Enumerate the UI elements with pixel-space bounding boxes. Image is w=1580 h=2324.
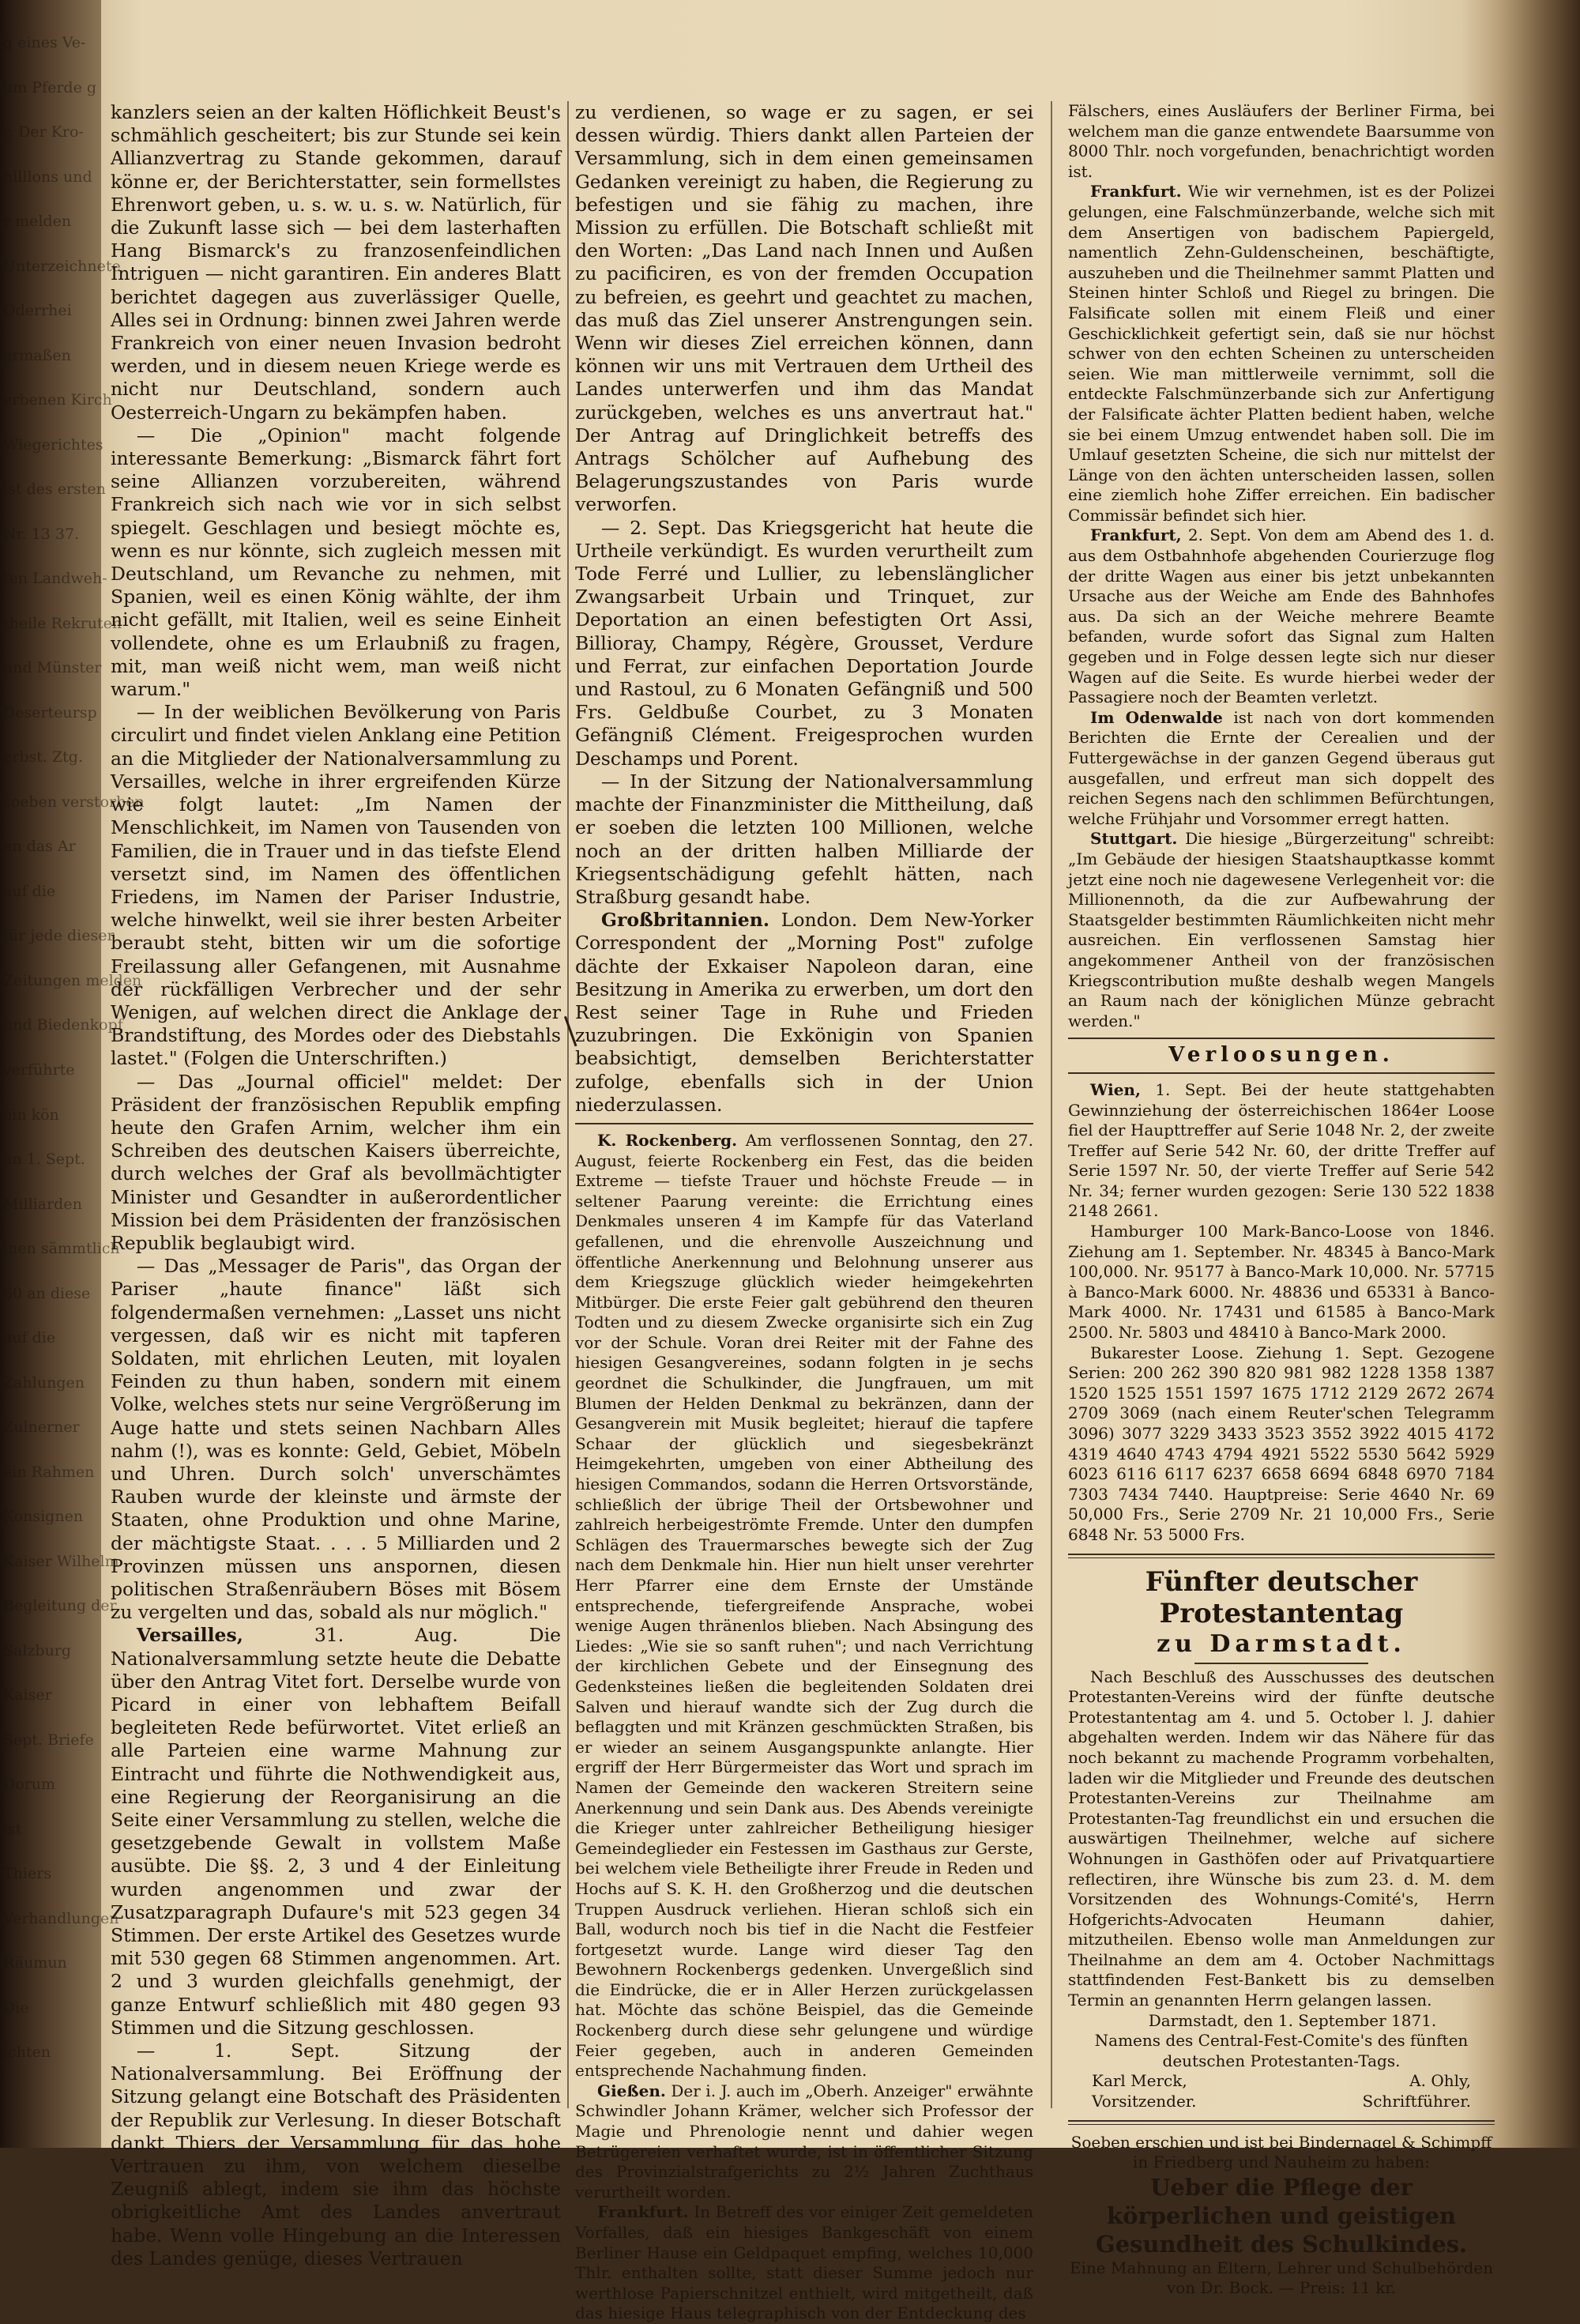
book-ad-title: Ueber die Pflege der körperlichen und geistigen Gesundheit des Schulkindes. <box>1095 2173 1468 2258</box>
article-paragraph <box>1068 708 1495 830</box>
adjacent-page-fragment: erbenen Kirch <box>3 391 112 409</box>
article-paragraph <box>111 1624 561 2040</box>
article-text: London. Dem New-Yorker Correspondent der „Morning Post" zufolge dächte der Exkaiser Napoleon daran, eine Besitzung in Amerika zu erwerben, um dort den Rest seiner Tage in Ruhe und Frieden zuzubringen. Die Exkönigin von Spanien beabsichtigt, demselben Berichterstatter zufolge, ebenfalls sich in der Union niederzulassen. <box>575 909 1033 1116</box>
adjacent-page-fragment: ichten <box>3 2043 51 2062</box>
adjacent-page-fragment: ermaßen <box>3 346 71 364</box>
dateline: Frankfurt. <box>1090 182 1182 202</box>
column-middle <box>575 101 1033 2323</box>
advertisement-subtitle: zu Darmstadt. <box>1157 1629 1406 1658</box>
advertisement-text: Nach Beschluß des Ausschusses des deutschen Protestanten-Vereins wird der fünfte deutsche Protestantentag am 4. und 5. October l. J. dahier abgehalten werden. Indem wir das Nähere für das noch bekannt zu machende Programm vorbehalten, laden wir die Mitglieder und Freunde des deutschen Protestanten-Vereins zur Theilnahme am Protestanten-Tag freundlichst ein und ersuchen die auswärtigen Theilnehmer, welche auf sichere Wohnungen in Gasthöfen oder auf Privatquartiere reflectiren, ihre Wünsche bis zum 23. d. M. dem Vorsitzenden des Wohnungs-Comité's, Herrn Hofgerichts-Advocaten Heumann dahier, mitzutheilen. Ebenso wolle man Anmeldungen zur Theilnahme an dem am 4. October Nachmittags stattfindenden Fest-Bankett bis zu demselben Termin an genannten Herrn gelangen lassen. <box>1068 1667 1495 2010</box>
adjacent-page-fragment: verführte <box>3 1061 75 1079</box>
adjacent-page-fragment: 60 an diese <box>3 1284 91 1302</box>
dateline: Versailles, <box>136 1624 243 1647</box>
article-text: 2. Sept. Von dem am Abend des 1. d. aus dem Ostbahnhofe abgehenden Courierzuge flog der dritte Wagen aus einer bis jetzt unbekannten Ursache aus der Weiche am Ende des Bahnhofes aus. Da sich an der Weiche mehrere Beamte befanden, wurde sofort das Signal zum Halten gegeben und in Folge dessen legte sich nur dieser Wagen auf die Seite. Es wurde hierbei weder der Passagiere noch der Beamten verletzt. <box>1068 525 1495 707</box>
book-ad-intro: Soeben erschien und ist bei Bindernagel & Schimpff in Friedberg und Nauheim zu haben: <box>1070 2132 1492 2172</box>
adjacent-page-fragment: auf die <box>3 882 56 900</box>
adjacent-page-fragment: r. Der Kro- <box>3 123 84 141</box>
local-news-block <box>575 1131 1033 2324</box>
adjacent-page-fragment: Thiers <box>3 1865 52 1883</box>
lottery-paragraph <box>1068 1080 1495 1222</box>
adjacent-page-fragment: an 1. Sept. <box>3 1151 85 1169</box>
advertisement-date: Darmstadt, den 1. September 1871. <box>1148 2010 1437 2030</box>
signature-role: Vorsitzender. <box>1092 2092 1197 2111</box>
adjacent-page-fragment: an das Ar <box>3 838 76 856</box>
lottery-paragraph: Hamburger 100 Mark-Banco-Loose von 1846. Ziehung am 1. September. Nr. 48345 à Banco-Mark 100,000. Nr. 95177 à Banco-Mark 10,000. Nr. 57715 à Banco-Mark 6000. Nr. 48836 und 65331 à Banco-Mark 4000. Nr. 17431 und 61585 à Banco-Mark 2500. Nr. 5803 und 48410 à Banco-Mark 2000. <box>1068 1222 1495 1343</box>
article-paragraph <box>1068 182 1495 525</box>
article-paragraph <box>575 909 1033 1117</box>
adjacent-page-fragment: Wiegerichtes <box>3 435 103 454</box>
article-paragraph: — Das „Messager de Paris", das Organ der Pariser „haute finance" läßt sich folgendermaßen vernehmen: „Lasset uns nicht vergessen, daß wir es nicht mit tapferen Soldaten, mit ehrlichen Leuten, mit loyalen Feinden zu thun haben, sondern mit einem Volke, welches stets nur seine Vergrößerung im Auge hatte und stets seinen Nachbarn Alles nahm (!), was es konnte: Geld, Gebiet, Möbeln und Uhren. Durch solch' unverschämtes Rauben wurde der kleinste und ärmste der Staaten, ohne Produktion und ohne Marine, der mächtigste Staat. . . . 5 Milliarden und 2 Provinzen müssen uns anspornen, diesen politischen Straßenräubern Böses mit Bösem zu vergelten und das, sobald als nur möglich." <box>111 1255 561 1624</box>
signature-names <box>1068 2071 1495 2092</box>
adjacent-page-fragment: Deserteursp <box>3 703 97 721</box>
adjacent-page-fragment: Salzburg <box>3 1641 72 1659</box>
adjacent-page-fragment: ist des ersten <box>3 480 106 499</box>
article-paragraph <box>575 2202 1033 2324</box>
article-text: ist nach von dort kommenden Berichten die Ernte der Cerealien und der Futtergewächse in der ganzen Gegend überaus gut ausgefallen, und erfreut man sich doppelt des reichen Segens nach den schlimmen Befürchtungen, welche Frühjahr und Vorsommer erregt hatten. <box>1068 707 1495 828</box>
lottery-paragraph: Bukarester Loose. Ziehung 1. Sept. Gezogene Serien: 200 262 390 820 981 982 1228 1358 1387 1520 1525 1551 1597 1675 1712 2129 2672 2674 2709 3069 (nach einem Reuter'schen Telegramm 3096) 3077 3229 3433 3523 3552 3922 4015 4172 4319 4640 4743 4794 4921 5522 5530 5642 5929 6023 6116 6117 6237 6658 6694 6848 6970 7184 7303 7434 7440. Hauptpreise: Serie 4640 Nr. 69 50,000 Frs., Serie 2709 Nr. 21 10,000 Frs., Serie 6848 Nr. 53 5000 Frs. <box>1068 1343 1495 1544</box>
article-text: Die hiesige „Bürgerzeitung" schreibt: „Im Gebäude der hiesigen Staatshauptkasse kommt jetzt eine noch nie dagewesene Verlegenheit vor: die Millionennoth, da die zur Aufbewahrung der Staatsgelder bestimmten Räumlichkeiten nicht mehr ausreichen. Ein verflossenen Samstag hier angekommener Antheil von der französischen Kriegscontribution mußte deshalb wegen Mangels an Raum nach der königlichen Münze gebracht werden." <box>1068 829 1495 1030</box>
adjacent-page-fragment: und Münster <box>3 659 102 677</box>
adjacent-page-fragment: ein Rahmen <box>3 1463 95 1481</box>
dateline: Großbritannien. <box>600 909 770 932</box>
article-paragraph <box>575 1131 1033 2081</box>
adjacent-page-fragment: g eines Ve- <box>3 34 86 51</box>
column-divider <box>567 101 569 2108</box>
section-separator <box>1068 1038 1495 1039</box>
article-text: Wie wir vernehmen, ist es der Polizei gelungen, eine Falschmünzerbande, welche sich mit dem Ansertigen von badischem Papiergeld, namentlich Zehn-Guldenscheinen, beschäftigte, auszuheben und die Theilnehmer sammt Platten und Steinen hinter Schloß und Riegel zu bringen. Die Falsificate sollen mit einem Fleiß und einer Geschicklichkeit gefertigt sein, daß sie nur höchst schwer von den echten Scheinen zu unterscheiden seien. Wie man mittlerweile vernimmt, soll die entdeckte Falschmünzerbande sich zur Anfertigung der Falsificate ächter Platten bedient haben, welche sie bei einem Umzug entwendet haben soll. Die im Umlauf gesetzten Scheine, die sich nur mittelst der Länge von den ächten unterscheiden lassen, sollen eine ziemlich hohe Ziffer erreichen. Ein badischer Commissär befindet sich hier. <box>1068 182 1495 525</box>
article-paragraph <box>1068 829 1495 1031</box>
adjacent-page-fragment: r melden <box>3 213 72 231</box>
adjacent-page-fragment: soeben verstorben <box>3 793 145 811</box>
dateline: Im Odenwalde <box>1090 707 1223 727</box>
dateline: Wien, <box>1090 1079 1141 1099</box>
article-paragraph: — In der Sitzung der Nationalversammlung machte der Finanzminister die Mittheilung, daß er soeben die letzten 100 Millionen, welche noch an der dritten halben Milliarde der Kriegsentschädigung gefehlt hätten, nach Straßburg gesandt habe. <box>575 770 1033 908</box>
article-paragraph: — Das „Journal officiel" meldet: Der Präsident der französischen Republik empfing heute den Grafen Arnim, welcher ihm ein Schreiben des deutschen Kaisers überreichte, durch welches der Graf als bevollmächtigter Minister und Gesandter in außerordentlicher Mission bei dem Präsidenten der französischen Republik beglaubigt wird. <box>111 1070 561 1254</box>
adjacent-page-fragment: ein kön <box>3 1106 59 1124</box>
dateline: Stuttgart. <box>1090 829 1178 849</box>
article-text: 31. Aug. Die Nationalversammlung setzte heute die Debatte über den Antrag Vitet fort. Derselbe wurde von Picard in einer von lebhaftem Beifall begleiteten Rede befürwortet. Vitet erließ an alle Parteien eine warme Mahnung zur Eintracht und führte die Nothwendigkeit aus, eine Regierung der Reorganisirung an die Seite einer Versammlung zu stellen, welche die gesetzgebende Gewalt in vollstem Maße ausübte. Die §§. 2, 3 und 4 der Einleitung wurden angenommen und zwar der Zusatzparagraph Dufaure's mit 523 gegen 34 Stimmen. Der erste Artikel des Gesetzes wurde mit 530 gegen 68 Stimmen angenommen. Art. 2 und 3 wurden gleichfalls genehmigt, der ganze Entwurf schließlich mit 480 gegen 93 Stimmen und die Sitzung geschlossen. <box>111 1624 561 2039</box>
signature-role: Schriftführer. <box>1362 2092 1471 2111</box>
signature-name: Karl Merck, <box>1092 2071 1187 2091</box>
adjacent-page-fragment: Kaiser <box>3 1686 52 1704</box>
adjacent-page-fragment: Sept. Briefe <box>3 1731 94 1749</box>
advertisement-title: Fünfter deutscher Protestantentag <box>1145 1565 1418 1629</box>
adjacent-page-fragment: auf die <box>3 1329 56 1347</box>
adjacent-page-fragment: Räumun <box>3 1954 67 1972</box>
column-left <box>111 101 561 2269</box>
article-paragraph: — 2. Sept. Das Kriegsgericht hat heute die Urtheile verkündigt. Es wurden verurtheilt zum Tode Ferré und Lullier, zu lebenslänglicher Zwangsarbeit Urbain und Trinquet, zur Deportation an einen befestigten Ort Assi, Billioray, Champy, Régère, Grousset, Verdure und Ferrat, zur einfachen Deportation Jourde und Rastoul, zu 6 Monaten Gefängniß und 500 Frs. Geldbuße Courbet, zu 3 Monaten Gefängniß Clément. Freigesprochen wurden Deschamps und Porent. <box>575 516 1033 770</box>
dateline: Frankfurt, <box>1090 525 1182 545</box>
adjacent-page-fragment: für jede dieser <box>3 927 115 945</box>
section-title-verloosungen: Verloosungen. <box>1168 1043 1394 1068</box>
article-separator <box>575 1123 1033 1124</box>
adjacent-page-fragment: nllllons und <box>3 168 92 186</box>
adjacent-page-fragment: inen sämmtlich <box>3 1240 120 1258</box>
adjacent-page-fragment: Die <box>3 1998 29 2017</box>
dateline: K. Rockenberg. <box>597 1130 738 1150</box>
article-paragraph: — Die „Opinion" macht folgende interessante Bemerkung: „Bismarck fährt fort seine Allianzen vorzubereiten, während Frankreich sich nach wie vor in sich selbst spiegelt. Geschlagen und besiegt möchte es, wenn es nur könnte, sich zugleich messen mit Deutschland, um Revanche zu nehmen, mit Spanien, weil es einen König wählte, der ihm nicht gefällt, mit Italien, weil es seine Einheit vollendete, ohne es um Erlaubniß zu fragen, mit, man weiß nicht wem, man weiß nicht warum." <box>111 424 561 701</box>
adjacent-page-fragment: theile Rekruten <box>3 614 122 632</box>
article-text: Der i. J. auch im „Oberh. Anzeiger" erwähnte Schwindler Johann Krämer, welcher sich Professor der Magie und Phrenologie nennt und dahier wegen Betrügereien verhaftet wurde, ist in öffentlicher Sitzung des Provinzialstrafgerichts zu 2½ Jahren Zuchthaus verurtheilt worden. <box>575 2081 1033 2202</box>
adjacent-page-fragment: Milliarden <box>3 1195 82 1213</box>
adjacent-page-fragment: um Pferde g <box>3 78 97 96</box>
article-paragraph <box>1068 525 1495 707</box>
article-paragraph: zu verdienen, so wage er zu sagen, er sei dessen würdig. Thiers dankt allen Parteien der Versammlung, sich in dem einen gemeinsamen Gedanken vereinigt zu haben, die Regierung zu befestigen und sie fähig zu machen, ihre Mission zu erfüllen. Die Botschaft schließt mit den Worten: „Das Land nach Innen und Außen zu pacificiren, es von der fremden Occupation zu befreien, es geehrt und geachtet zu machen, das muß das Ziel unserer Anstrengungen sein. Wenn wir dieses Ziel erreichen können, dann können wir uns mit Vertrauen dem Urtheil des Landes unterwerfen und ihm das Mandat zurückgeben, welches es uns anvertraut hat." Der Antrag auf Dringlichkeit betreffs des Antrags Schölcher auf Aufhebung des Belagerungszustandes von Paris wurde verworfen. <box>575 101 1033 516</box>
adjacent-page-fragment: Konsignen <box>3 1508 84 1526</box>
adjacent-page-fragment: Zahlungen <box>3 1373 85 1392</box>
article-paragraph: kanzlers seien an der kalten Höflichkeit Beust's schmählich gescheitert; bis zur Stunde sei kein Allianzvertrag zu Stande gekommen, darauf könne er, der Berichterstatter, sein formellstes Ehrenwort geben, u. s. w. u. s. w. Natürlich, für die Zukunft lasse sich — bei dem lasterhaften Hang Bismarck's zu franzosenfeindlichen Intriguen — nicht garantiren. Ein anderes Blatt berichtet dagegen aus zuverlässiger Quelle, Alles sei in Ordnung: binnen zwei Jahren werde Frankreich von einer neuen Invasion bedroht werden, und in diesem neuen Kriege werde es nicht nur Deutschland, sondern auch Oesterreich-Ungarn zu bekämpfen haben. <box>111 101 561 424</box>
newspaper-page <box>111 101 1501 2323</box>
column-divider <box>1051 101 1052 2108</box>
column-right <box>1068 101 1495 2298</box>
book-ad-text: Eine Mahnung an Eltern, Lehrer und Schulbehörden von Dr. Bock. — Preis: 11 kr. <box>1069 2258 1494 2298</box>
dateline: Frankfurt. <box>597 2202 689 2222</box>
lottery-text: 1. Sept. Bei der heute stattgehabten Gewinnziehung der österreichischen 1864er Loose fiel der Haupttreffer auf Serie 1048 Nr. 2, der zweite Treffer auf Serie 542 Nr. 60, der dritte Treffer auf Serie 1597 Nr. 50, der vierte Treffer auf Serie 542 Nr. 34; ferner wurden gezogen: Serie 130 522 1838 2148 2661. <box>1068 1079 1495 1221</box>
article-paragraph: — 1. Sept. Sitzung der Nationalversammlung. Bei Eröffnung der Sitzung gelangt eine Botschaft des Präsidenten der Republik zur Verlesung. In dieser Botschaft dankt Thiers der Versammlung für das hohe Vertrauen zu ihm, von welchem dieselbe Zeugniß ablegt, indem sie ihm das höchste obrigkeitliche Amt des Landes anvertraut habe. Wenn volle Hingebung an die Interessen des Landes genüge, dieses Vertrauen <box>111 2040 561 2269</box>
advertisement-separator <box>1068 2120 1495 2125</box>
article-paragraph: — In der weiblichen Bevölkerung von Paris circulirt und findet vielen Anklang eine Petition an die Mitglieder der Nationalversammlung zu Versailles, welche in ihrer ergreifenden Kürze wie folgt lautet: „Im Namen der Menschlichkeit, im Namen von Tausenden von Familien, die in Trauer und in das tiefste Elend versetzt sind, im Namen des öffentlichen Friedens, im Namen der Pariser Industrie, welche hinwelkt, weil sie ihrer besten Arbeiter beraubt steht, bitten wir um die sofortige Freilassung aller Gefangenen, mit Ausnahme der rückfälligen Verbrecher und der sehr Wenigen, auf welchen direct die Anklage der Brandstiftung, des Mordes oder des Diebstahls lastet." (Folgen die Unterschriften.) <box>111 701 561 1070</box>
adjacent-page-fragment: Unterzeichnete <box>3 257 121 275</box>
signature-name: A. Ohly, <box>1409 2071 1471 2091</box>
adjacent-page-fragment: Begleitung der <box>3 1597 117 1615</box>
adjacent-page-fragment: Zulnerner <box>3 1418 80 1437</box>
advertisement-committee: Namens des Central-Fest-Comite's des fünften deutschen Protestanten-Tags. <box>1094 2031 1469 2070</box>
adjacent-page-strip <box>0 0 145 2148</box>
advertisement-separator <box>1068 1554 1495 1558</box>
adjacent-page-fragment: Zeitungen melden <box>3 971 142 989</box>
adjacent-page-fragment: Kaiser Wilhelm <box>3 1552 119 1570</box>
title-rule <box>1194 1663 1368 1664</box>
article-paragraph: Fälschers, eines Ausläufers der Berliner Firma, bei welchem man die ganze entwendete Baarsumme von 8000 Thlr. noch vorgefunden, benachrichtigt worden ist. <box>1068 101 1495 181</box>
article-paragraph <box>575 2081 1033 2203</box>
adjacent-page-fragment: erbst. Ztg. <box>3 748 83 767</box>
dateline: Gießen. <box>597 2081 666 2100</box>
adjacent-page-fragment: Verhandlungen <box>3 1909 119 1927</box>
article-text: Am verflossenen Sonntag, den 27. August, feierte Rockenberg ein Fest, das die beiden Extreme — tiefste Trauer und höchste Freude — in seltener Paarung vereinte: die Errichtung eines Denkmales unseren 4 im Kampfe für das Vaterland gefallenen, und die ehrenvolle Auszeichnung und öffentliche Anerkennung und Belohnung unserer aus dem Kriegszuge glücklich wieder heimgekehrten Mitbürger. Die erste Feier galt gebührend den theuren Todten und zu diesem Zwecke organisirte sich ein Zug vor der Schule. Voran drei Reiter mit der Fahne des hiesigen Gesangvereines, sodann folgten in je sechs geordnet die Schulkinder, die Jungfrauen, um mit Blumen der Helden Denkmal zu bekränzen, dann der Gesangverein mit Musik begleitet; hierauf die tapfere Schaar der glücklich und siegesbekränzt Heimgekehrten, umgeben von einer Abtheilung des hiesigen Commandos, sodann die Herren Ortsvorstände, schließlich der übrige Theil der Ortsbewohner und zahlreich herbeigeströmte Fremde. Unter den dumpfen Schlägen des Trauermarsches bewegte sich der Zug nach dem Denkmale hin. Hier nun hielt unser verehrter Herr Pfarrer eine dem Ernste der Umstände entsprechende, tiefergreifende Ansprache, wobei wenige Augen thränenlos blieben. Nach Absingung des Liedes: „Wie sie so sanft ruhen"; und nach Verrichtung der kirchlichen Gebete und der Einsegnung des Gedenksteines ließen die begleitenden Soldaten drei Salven und hierauf wandte sich der Zug durch die beflaggten und mit Kränzen geschmückten Straßen, bis er wieder an seinem Ausgangspunkte anlangte. Hier ergriff der Herr Bürgermeister das Wort und sprach im Namen der Gemeinde den wackeren Streitern seine Anerkennung und sein Dank aus. Des Abends vereinigte die Krieger unter zahlreicher Betheiligung hiesiger Gemeindeglieder ein Festessen im Gasthaus zur Gerste, bei welchem viele Betheiligte ihrer Freude in Reden und Hochs auf S. K. H. den Großherzog und die deutschen Truppen Ausdruck verliehen. Hieran schloß sich ein Ball, wodurch noch bis tief in die Nacht die Festfeier fortgesetzt wurde. Lange wird dieser Tag den Bewohnern Rockenbergs gedenken. Unvergeßlich sind die Eindrücke, die er in Aller Herzen zurückgelassen hat. Möchte das schöne Beispiel, das die Gemeinde Rockenberg durch diese sehr gelungene und würdige Feier gegeben, auch in anderen Gemeinden entsprechende Nachahmung finden. <box>575 1130 1033 2081</box>
adjacent-page-fragment: Oderrhei <box>3 302 72 320</box>
adjacent-page-fragment: ist <box>3 1820 22 1838</box>
article-text: In Betreff des vor einiger Zeit gemeldeten Vorfalles, daß ein hiesiges Bankgeschäft von einem Berliner Hause ein Geldpaquet empfing, welches 10,000 Thlr. enthalten sollte, statt dieser Summe jedoch nur werthlose Papierschnitzel enthielt, wird mitgetheilt, daß das hiesige Haus telegraphisch von der Entdeckung des <box>575 2202 1033 2323</box>
adjacent-page-fragment: ten Landweh- <box>3 570 107 588</box>
adjacent-page-fragment: Dorum <box>3 1776 56 1794</box>
adjacent-page-fragment: und Biedenkopf <box>3 1016 123 1034</box>
signature-roles <box>1068 2092 1495 2112</box>
section-separator <box>1068 1072 1495 1074</box>
adjacent-page-fragment: Nr. 13 37. <box>3 525 80 543</box>
